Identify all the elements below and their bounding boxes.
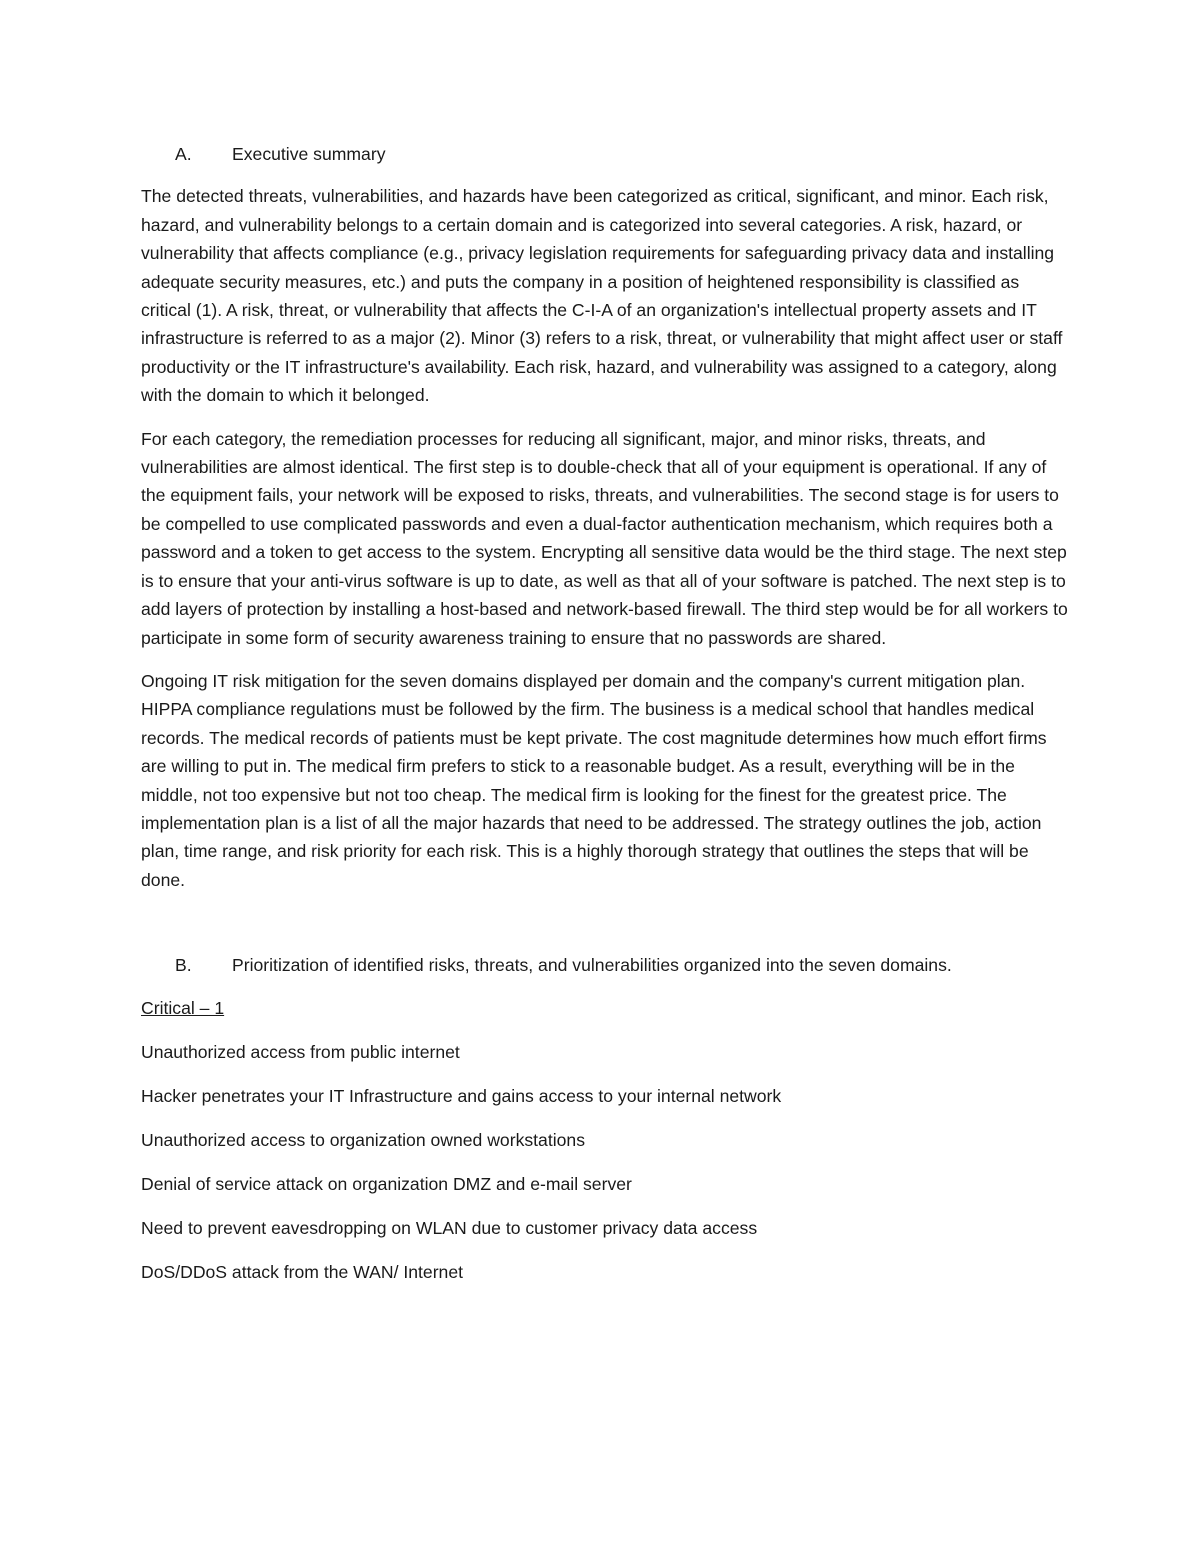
section-b-title: Prioritization of identified risks, threats, and vulnerabilities organized into the seven domains.	[232, 955, 952, 976]
section-a-heading	[141, 140, 1071, 168]
list-item: Unauthorized access from public internet	[141, 1041, 460, 1062]
section-a-paragraph-3: Ongoing IT risk mitigation for the seven domains displayed per domain and the company's current mitigation plan. HIPPA compliance regulations must be followed by the firm. The business is a medical school that handles medical records. The medical records of patients must be kept private. The cost magnitude determines how much effort firms are willing to put in. The medical firm prefers to stick to a reasonable budget. As a result, everything will be in the middle, not too expensive but not too cheap. The medical firm is looking for the finest for the greatest price. The implementation plan is a list of all the major hazards that need to be addressed. The strategy outlines the job, action plan, time range, and risk priority for each risk. This is a highly thorough strategy that outlines the steps that will be done.	[141, 670, 1047, 890]
section-b-heading	[141, 951, 1071, 979]
critical-heading: Critical – 1	[141, 997, 225, 1018]
section-spacer	[141, 909, 1071, 951]
section-a-paragraph-1: The detected threats, vulnerabilities, and hazards have been categorized as critical, significant, and minor. Each risk, hazard, and vulnerability belongs to a certain domain and is categorized into several categories. A risk, hazard, or vulnerability that affects compliance (e.g., privacy legislation requirements for safeguarding privacy data and installing adequate security measures, etc.) and puts the company in a position of heightened responsibility is classified as critical (1). A risk, threat, or vulnerability that affects the C-I-A of an organization's intellectual property assets and IT infrastructure is referred to as a major (2). Minor (3) refers to a risk, threat, or vulnerability that might affect user or staff productivity or the IT infrastructure's availability. Each risk, hazard, and vulnerability was assigned to a category, along with the domain to which it belonged.	[141, 186, 1063, 406]
document-body	[141, 140, 1071, 1302]
section-b-marker: B.	[175, 955, 192, 976]
section-a-marker: A.	[175, 144, 192, 164]
section-a-title: Executive summary	[232, 144, 386, 164]
section-a-paragraph-2: For each category, the remediation processes for reducing all significant, major, and minor risks, threats, and vulnerabilities are almost identical. The first step is to double-check that all of your equipment is operational. If any of the equipment fails, your network will be exposed to risks, threats, and vulnerabilities. The second stage is for users to be compelled to use complicated passwords and even a dual-factor authentication mechanism, which requires both a password and a token to get access to the system. Encrypting all sensitive data would be the third stage. The next step is to ensure that your anti-virus software is up to date, as well as that all of your software is patched. The next step is to add layers of protection by installing a host-based and network-based firewall. The third step would be for all workers to participate in some form of security awareness training to ensure that no passwords are shared.	[141, 428, 1068, 648]
critical-risk-list	[141, 1038, 1071, 1286]
list-item: Denial of service attack on organization DMZ and e-mail server	[141, 1173, 632, 1194]
list-item: Hacker penetrates your IT Infrastructure and gains access to your internal network	[141, 1085, 782, 1106]
list-item: Need to prevent eavesdropping on WLAN due to customer privacy data access	[141, 1217, 758, 1238]
list-item: Unauthorized access to organization owned workstations	[141, 1129, 586, 1150]
list-item: DoS/DDoS attack from the WAN/ Internet	[141, 1261, 464, 1282]
